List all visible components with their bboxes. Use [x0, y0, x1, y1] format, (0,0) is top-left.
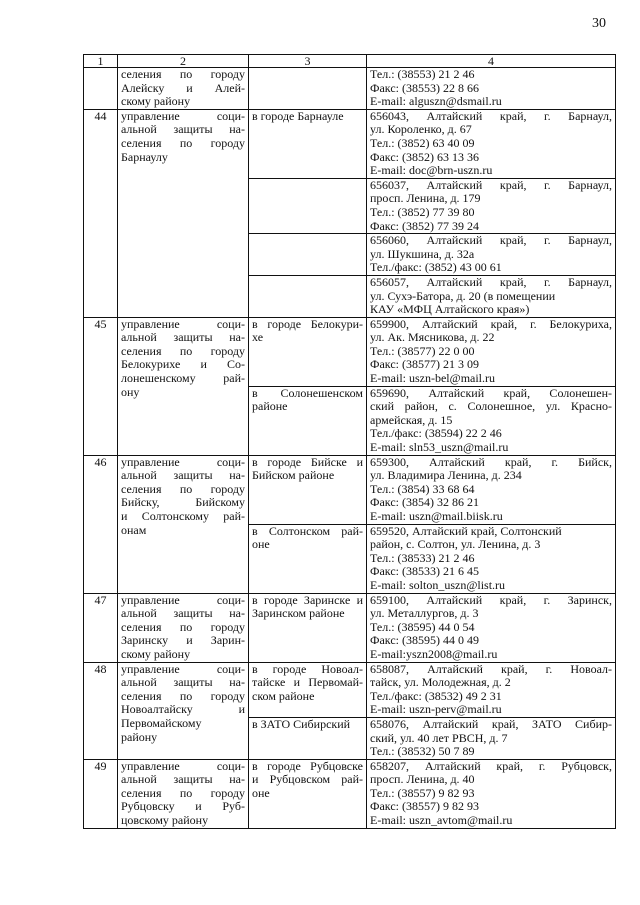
text-line: Тел.: (38553) 21 2 46: [370, 68, 475, 81]
column-header-number: 1: [84, 55, 118, 68]
text-line: E-mail:yszn2008@mail.ru: [370, 647, 498, 661]
text-line: E-mail: solton_uszn@list.ru: [370, 578, 506, 592]
text-line: 656060, Алтайский край, г. Барнаул,: [370, 234, 612, 248]
text-line: Тел./факс: (38594) 22 2 46: [370, 427, 502, 441]
text-line: альной защиты на-: [121, 469, 245, 483]
text-line: цовскому району: [121, 814, 209, 828]
address-cell: [367, 455, 616, 524]
text-line: 659300, Алтайский край, г. Бийск,: [370, 455, 612, 469]
text-line: E-mail: uszn-bel@mail.ru: [370, 372, 496, 386]
text-line: Бийском районе: [252, 469, 335, 483]
text-line: E-mail: alguszn@dsmail.ru: [370, 95, 502, 109]
text-line: управление соци-: [121, 317, 245, 331]
row-number-cell: 49: [84, 759, 118, 828]
address-cell: [367, 717, 616, 759]
organization-cell: [118, 593, 249, 662]
uszn-directory-table: [83, 54, 616, 829]
address-cell: [367, 386, 616, 455]
row-number-cell: 47: [84, 593, 118, 662]
text-line: ский район, с. Солонешное, ул. Красно-: [370, 400, 612, 414]
table-row: [84, 68, 616, 110]
address-cell: [367, 234, 616, 276]
column-header-district: 3: [249, 55, 367, 68]
text-line: ул. Шукшина, д. 32а: [370, 247, 475, 261]
organization-cell: [118, 662, 249, 759]
text-line: КАУ «МФЦ Алтайского края»): [370, 303, 530, 317]
text-line: скому району: [121, 95, 191, 109]
page-number: 30: [592, 16, 606, 31]
organization-cell: [118, 759, 249, 828]
text-line: району: [121, 730, 158, 744]
text-line: в городе Барнауле: [252, 109, 344, 123]
address-cell: [367, 662, 616, 717]
text-line: Тел.: (3854) 33 68 64: [370, 482, 475, 496]
table-row: [84, 109, 616, 178]
text-line: 659520, Алтайский край, Солтонский: [370, 524, 562, 538]
address-cell: [367, 178, 616, 233]
text-line: Факс: (38595) 44 0 49: [370, 634, 479, 648]
text-line: ул. Короленко, д. 67: [370, 123, 472, 137]
text-line: район, с. Солтон, ул. Ленина, д. 3: [370, 538, 541, 552]
district-cell: [249, 317, 367, 386]
district-cell: [249, 178, 367, 233]
text-line: 659690, Алтайский край, Солонешен-: [370, 386, 612, 400]
text-line: 658076, Алтайский край, ЗАТО Сибир-: [370, 717, 612, 731]
address-cell: [367, 68, 616, 110]
text-line: альной защиты на-: [121, 331, 245, 345]
row-number-cell: 48: [84, 662, 118, 759]
text-line: E-mail: uszn_avtom@mail.ru: [370, 814, 513, 828]
text-line: хе: [252, 331, 264, 345]
text-line: армейская, д. 15: [370, 413, 453, 427]
text-line: селения по городу: [121, 68, 245, 81]
text-line: ул. Металлургов, д. 3: [370, 607, 479, 621]
text-line: управление соци-: [121, 455, 245, 469]
district-cell: [249, 662, 367, 717]
text-line: Тел.: (3852) 77 39 80: [370, 205, 475, 219]
text-line: 656037, Алтайский край, г. Барнаул,: [370, 178, 612, 192]
text-line: селения по городу: [121, 136, 245, 150]
table-row: [84, 759, 616, 828]
text-line: управление соци-: [121, 109, 245, 123]
text-line: тайск, ул. Молодежная, д. 2: [370, 676, 511, 690]
text-line: лонешенскому рай-: [121, 372, 245, 386]
district-cell: [249, 593, 367, 662]
text-line: 656057, Алтайский край, г. Барнаул,: [370, 275, 612, 289]
text-line: в Солонешенском: [252, 386, 363, 400]
text-line: Факс: (3852) 77 39 24: [370, 219, 479, 233]
text-line: Факс: (38557) 9 82 93: [370, 800, 479, 814]
text-line: селения по городу: [121, 482, 245, 496]
text-line: в городе Бийске и: [252, 455, 363, 469]
text-line: скому району: [121, 647, 191, 661]
text-line: просп. Ленина, д. 179: [370, 192, 481, 206]
text-line: Факс: (3852) 63 13 36: [370, 150, 479, 164]
row-number-cell: 44: [84, 109, 118, 317]
text-line: в городе Белокури-: [252, 317, 363, 331]
text-line: Рубцовску и Руб-: [121, 800, 245, 814]
text-line: селения по городу: [121, 344, 245, 358]
text-line: Заринску и Зарин-: [121, 634, 245, 648]
table-row: [84, 662, 616, 717]
address-cell: [367, 524, 616, 593]
address-cell: [367, 759, 616, 828]
text-line: Алейску и Алей-: [121, 81, 245, 95]
table-body: [84, 55, 616, 829]
district-cell: [249, 386, 367, 455]
organization-cell: [118, 317, 249, 455]
row-number-cell: 45: [84, 317, 118, 455]
text-line: Тел.: (38577) 22 0 00: [370, 344, 475, 358]
text-line: селения по городу: [121, 689, 245, 703]
text-line: в городе Заринске и: [252, 593, 363, 607]
text-line: E-mail: uszn-perv@mail.ru: [370, 703, 502, 717]
organization-cell: [118, 455, 249, 593]
text-line: Тел.: (3852) 63 40 09: [370, 136, 475, 150]
text-line: альной защиты на-: [121, 773, 245, 787]
district-cell: [249, 759, 367, 828]
text-line: в городе Рубцовске: [252, 759, 363, 773]
text-line: Белокурихе и Со-: [121, 358, 245, 372]
text-line: Факс: (38553) 22 8 66: [370, 81, 479, 95]
district-cell: [249, 109, 367, 178]
text-line: Тел./факс: (38532) 49 2 31: [370, 689, 502, 703]
text-line: Факс: (3854) 32 86 21: [370, 496, 479, 510]
text-line: оне: [252, 538, 270, 552]
text-line: онам: [121, 523, 147, 537]
text-line: ул. Сухэ-Батора, д. 20 (в помещении: [370, 289, 556, 303]
text-line: альной защиты на-: [121, 676, 245, 690]
text-line: Тел.: (38557) 9 82 93: [370, 786, 475, 800]
district-cell: [249, 717, 367, 759]
table-row: [84, 317, 616, 386]
row-number-cell: 46: [84, 455, 118, 593]
district-cell: [249, 234, 367, 276]
text-line: 659100, Алтайский край, г. Заринск,: [370, 593, 612, 607]
text-line: E-mail: uszn@mail.biisk.ru: [370, 510, 503, 523]
text-line: ул. Владимира Ленина, д. 234: [370, 469, 522, 483]
table-row: [84, 455, 616, 524]
text-line: ону: [121, 385, 140, 399]
text-line: управление соци-: [121, 662, 245, 676]
text-line: E-mail: doc@brn-uszn.ru: [370, 164, 493, 178]
text-line: альной защиты на-: [121, 123, 245, 137]
address-cell: [367, 275, 616, 317]
text-line: районе: [252, 400, 288, 414]
text-line: и Рубцовском рай-: [252, 773, 363, 787]
text-line: Первомайскому: [121, 716, 202, 730]
text-line: Бийску, Бийскому: [121, 496, 245, 510]
text-line: тайске и Первомай-: [252, 676, 363, 690]
row-number-cell: [84, 68, 118, 110]
text-line: в Солтонском рай-: [252, 524, 363, 538]
text-line: ул. Ак. Мясникова, д. 22: [370, 331, 495, 345]
text-line: и Солтонскому рай-: [121, 510, 245, 523]
text-line: в ЗАТО Сибирский: [252, 717, 351, 731]
text-line: оне: [252, 786, 270, 800]
table-header-row: [84, 55, 616, 68]
text-line: ский, ул. 40 лет РВСН, д. 7: [370, 731, 508, 745]
organization-cell: [118, 68, 249, 110]
text-line: 658087, Алтайский край, г. Новоал-: [370, 662, 612, 676]
text-line: просп. Ленина, д. 40: [370, 773, 475, 787]
text-line: селения по городу: [121, 620, 245, 634]
district-cell: [249, 275, 367, 317]
text-line: Новоалтайску и: [121, 703, 245, 717]
district-cell: [249, 68, 367, 110]
text-line: ском районе: [252, 689, 315, 703]
text-line: 658207, Алтайский край, г. Рубцовск,: [370, 759, 612, 773]
address-cell: [367, 109, 616, 178]
district-cell: [249, 455, 367, 524]
text-line: Заринском районе: [252, 607, 345, 621]
text-line: Тел./факс: (3852) 43 00 61: [370, 261, 502, 275]
district-cell: [249, 524, 367, 593]
organization-cell: [118, 109, 249, 317]
text-line: Факс: (38533) 21 6 45: [370, 565, 479, 579]
text-line: Тел.: (38533) 21 2 46: [370, 551, 475, 565]
text-line: управление соци-: [121, 759, 245, 773]
text-line: в городе Новоал-: [252, 662, 363, 676]
text-line: селения по городу: [121, 786, 245, 800]
text-line: 659900, Алтайский край, г. Белокуриха,: [370, 317, 612, 331]
address-cell: [367, 317, 616, 386]
table-row: [84, 593, 616, 662]
text-line: управление соци-: [121, 593, 245, 607]
text-line: 656043, Алтайский край, г. Барнаул,: [370, 109, 612, 123]
text-line: Факс: (38577) 21 3 09: [370, 358, 479, 372]
text-line: E-mail: sln53_uszn@mail.ru: [370, 441, 509, 455]
column-header-organization: 2: [118, 55, 249, 68]
text-line: альной защиты на-: [121, 607, 245, 621]
address-cell: [367, 593, 616, 662]
text-line: Тел.: (38595) 44 0 54: [370, 620, 475, 634]
column-header-address: 4: [367, 55, 616, 68]
text-line: Тел.: (38532) 50 7 89: [370, 745, 475, 759]
text-line: Барнаулу: [121, 150, 168, 164]
